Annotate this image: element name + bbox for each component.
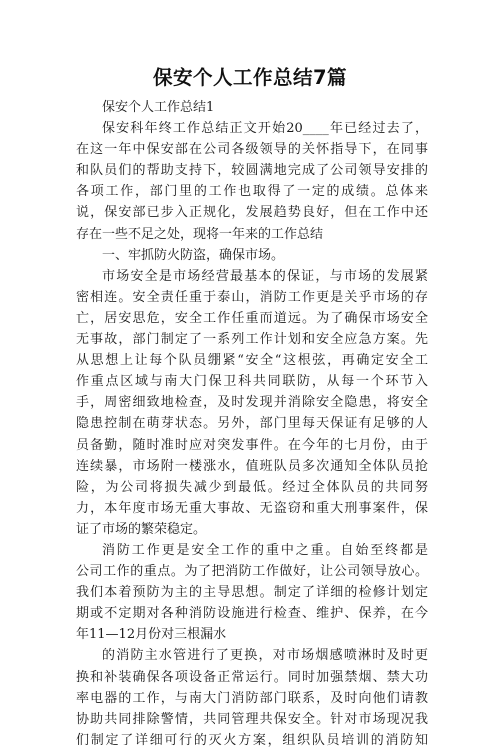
- text-line: 手，周密细致地检查，及时发现并消除安全隐患，将安全: [76, 395, 428, 411]
- text-line: 作重点区域与南大门保卫科共同联防，从每一个环节入: [76, 374, 428, 390]
- document-body: [76, 97, 428, 751]
- text-line: 隐患控制在萌芽状态。另外，部门里每天保证有足够的人: [76, 416, 428, 432]
- text-line: 年11—12月份对三根漏水: [76, 627, 227, 643]
- text-line: 亡，居安思危，安全工作任重而道远。为了确保市场安全: [76, 310, 428, 326]
- text-line: 各项工作，部门里的工作也取得了一定的成绩。总体来: [76, 184, 428, 200]
- text-line: 员备勤，随时准时应对突发事件。在今年的七月份，由于: [76, 437, 428, 453]
- text-line: 在这一年中保安部在公司各级领导的关怀指导下，在同事: [76, 142, 428, 158]
- text-line: 保安科年终工作总结正文开始20____年已经过去了，: [102, 121, 428, 137]
- text-line: 力，本年度市场无重大事故、无盗窃和重大刑事案件，保: [76, 500, 428, 516]
- text-line: 率电器的工作，与南大门消防部门联系，及时向他们请教: [76, 690, 428, 706]
- text-line: 公司工作的重点。为了把消防工作做好，让公司领导放心。: [76, 564, 428, 580]
- text-line: 们制定了详细可行的灭火方案，组织队员培训的消防知: [76, 732, 428, 748]
- document-title: 保安个人工作总结7篇: [152, 66, 348, 89]
- text-line: 协助共同排除警情，共同管理共保安全。针对市场现况我: [76, 711, 428, 727]
- text-line: 期或不定期对各种消防设施进行检查、维护、保养，在今: [76, 606, 428, 622]
- text-line: 换和补装确保各项设备正常运行。同时加强禁烟、禁大功: [76, 669, 428, 685]
- text-line: 证了市场的繁荣稳定。: [76, 521, 207, 537]
- text-line: 和队员们的帮助支持下，较圆满地完成了公司领导安排的: [76, 163, 428, 179]
- text-line: 无事故，部门制定了一系列工作计划和安全应急方案。先: [76, 332, 428, 348]
- text-line: 说，保安部已步入正规化，发展趋势良好，但在工作中还: [76, 205, 428, 221]
- text-line: 保安个人工作总结1: [102, 100, 215, 115]
- text-line: 险，为公司将损失减少到最低。经过全体队员的共同努: [76, 479, 428, 495]
- text-line: 我们本着预防为主的主导思想。制定了详细的检修计划定: [76, 585, 428, 601]
- text-line: 一、牢抓防火防盗，确保市场。: [102, 247, 285, 263]
- text-line: 连续暴，市场附一楼涨水，值班队员多次通知全体队员抢: [76, 458, 428, 474]
- text-line: 存在一些不足之处，现将一年来的工作总结: [76, 226, 324, 242]
- text-line: 消防工作更是安全工作的重中之重。自始至终都是: [102, 542, 428, 558]
- text-line: 的消防主水管进行了更换，对市场烟感喷淋时及时更: [102, 648, 428, 664]
- text-line: 市场安全是市场经营最基本的保证，与市场的发展紧: [102, 268, 428, 284]
- text-line: 从思想上让每个队员绷紧“安全“这根弦，再确定安全工: [76, 353, 428, 369]
- text-line: 密相连。安全责任重于泰山，消防工作更是关乎市场的存: [76, 289, 428, 305]
